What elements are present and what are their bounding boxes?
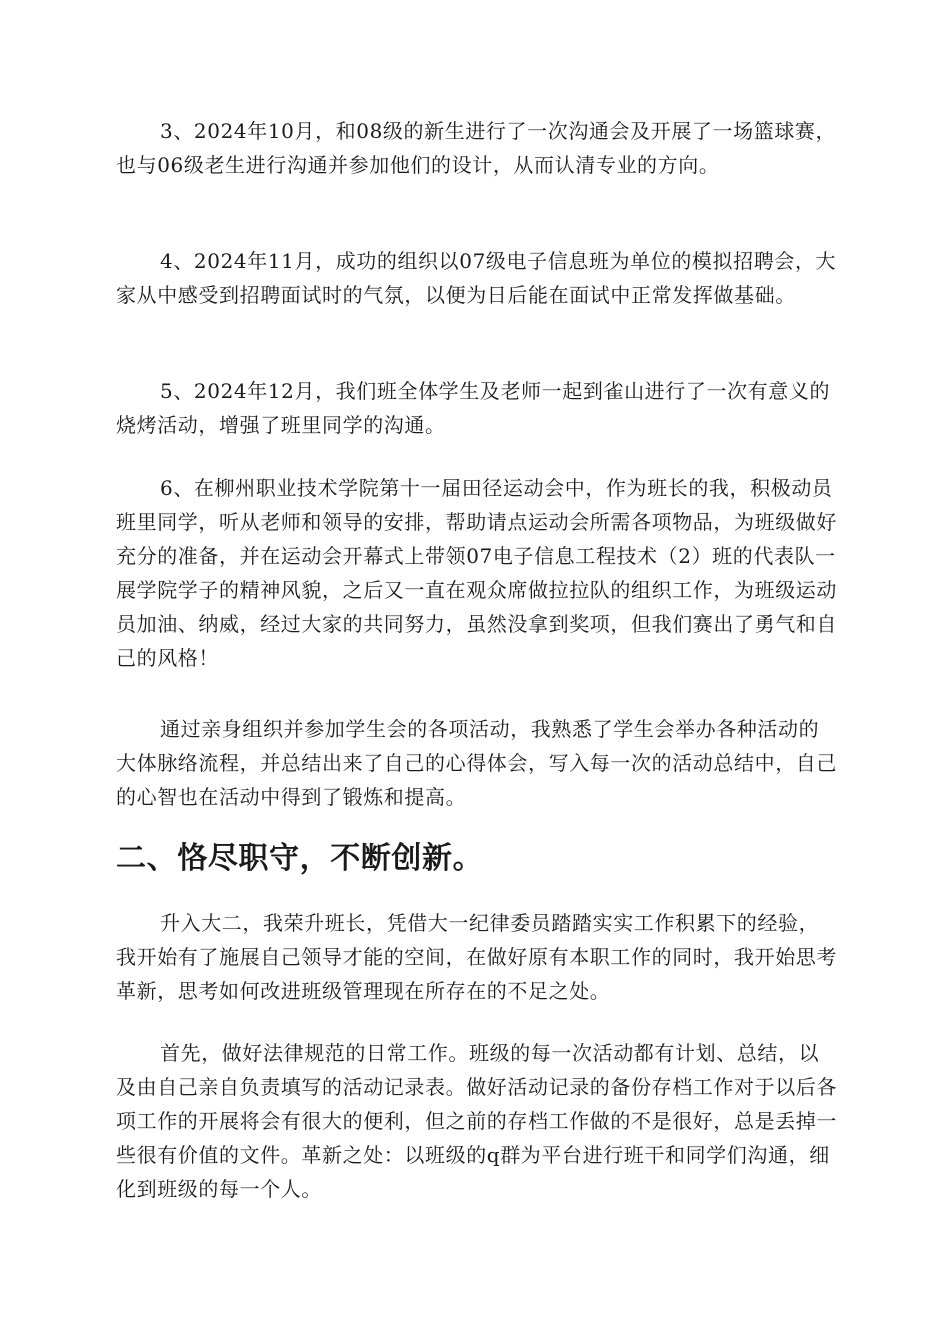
paragraph-first-measure: 首先，做好法律规范的日常工作。班级的每一次活动都有计划、总结，以及由自己亲自负责填写的活动记录表。做好活动记录的备份存档工作对于以后各项工作的开展将会有很大的便利，但之前的存档工作做的不是很好，总是丢掉一些很有价值的文件。革新之处：以班级的q群为平台进行班干和同学们沟通，细化到班级的每一个人。 — [116, 1041, 837, 1201]
paragraph-item-5: 5、2024年12月，我们班全体学生及老师一起到雀山进行了一次有意义的烧烤活动，增强了班里同学的沟通。 — [116, 379, 831, 437]
paragraph-item-3: 3、2024年10月，和08级的新生进行了一次沟通会及开展了一场篮球赛，也与06级老生进行沟通并参加他们的设计，从而认清专业的方向。 — [116, 119, 837, 177]
paragraph-item-6: 6、在柳州职业技术学院第十一届田径运动会中，作为班长的我，积极动员班里同学，听从老师和领导的安排，帮助请点运动会所需各项物品，为班级做好充分的准备，并在运动会开幕式上带领07电子信息工程技术（2）班的代表队一展学院学子的精神风貌，之后又一直在观众席做拉拉队的组织工作，为班级运动员加油、纳威，经过大家的共同努力，虽然没拿到奖项，但我们赛出了勇气和自己的风格！ — [116, 476, 837, 670]
section-heading: 二、恪尽职守，不断创新。 — [116, 841, 484, 876]
paragraph-promotion: 升入大二，我荣升班长，凭借大一纪律委员踏踏实实工作积累下的经验，我开始有了施展自己领导才能的空间，在做好原有本职工作的同时，我开始思考革新，思考如何改进班级管理现在所存在的不足之处。 — [116, 911, 837, 1003]
paragraph-summary: 通过亲身组织并参加学生会的各项活动，我熟悉了学生会举办各种活动的大体脉络流程，并总结出来了自己的心得体会，写入每一次的活动总结中，自己的心智也在活动中得到了锻炼和提高。 — [116, 717, 837, 809]
paragraph-item-4: 4、2024年11月，成功的组织以07级电子信息班为单位的模拟招聘会，大家从中感受到招聘面试时的气氛，以便为日后能在面试中正常发挥做基础。 — [116, 249, 837, 307]
